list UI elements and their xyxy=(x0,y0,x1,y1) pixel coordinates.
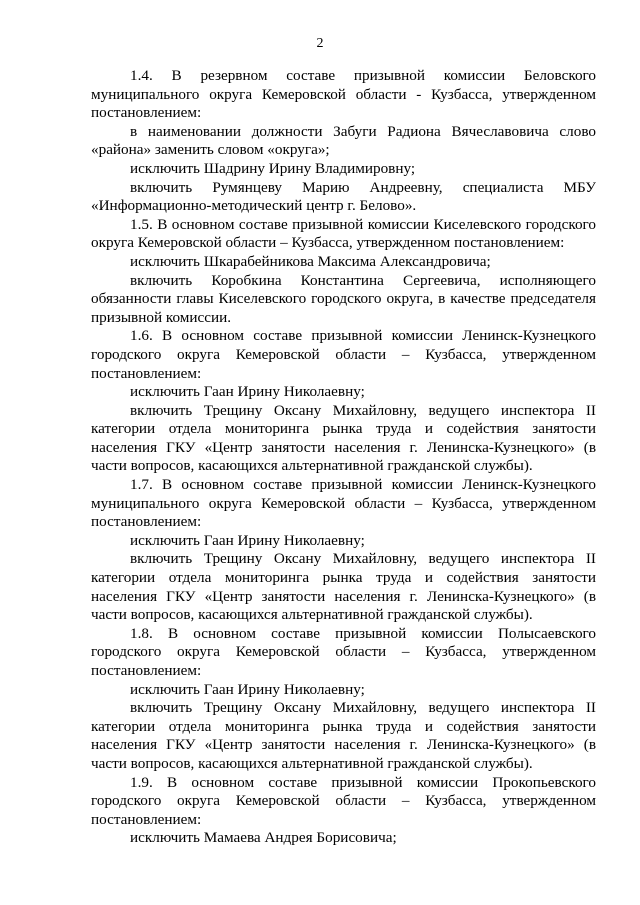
paragraph-1-9-heading: 1.9. В основном составе призывной комиссии Прокопьевского городского округа Кемеровской области – Кузбасса, утвержденном постановлением: xyxy=(91,773,596,828)
paragraph-1-9-exclude: исключить Мамаева Андрея Борисовича; xyxy=(130,829,397,847)
paragraph-1-5-heading: 1.5. В основном составе призывной комиссии Киселевского городского округа Кемеровской области – Кузбасса, утвержденном постановлением: xyxy=(91,215,596,252)
document-body xyxy=(91,67,596,848)
paragraph-1-5-exclude: исключить Шкарабейникова Максима Александровича; xyxy=(130,252,491,270)
paragraph-1-7-exclude: исключить Гаан Ирину Николаевну; xyxy=(130,531,365,549)
paragraph-1-5-include: включить Коробкина Константина Сергеевича, исполняющего обязанности главы Киселевского городского округа, в качестве председателя призывной комиссии. xyxy=(91,271,596,326)
paragraph-1-6-heading: 1.6. В основном составе призывной комиссии Ленинск-Кузнецкого городского округа Кемеровской области – Кузбасса, утвержденном постановлением: xyxy=(91,327,596,382)
paragraph-1-6-include: включить Трещину Оксану Михайловну, ведущего инспектора II категории отдела мониторинга рынка труда и содействия занятости населения ГКУ «Центр занятости населения г. Ленинска-Кузнецкого» (в части вопросов, касающихся альтернативной гражданской службы). xyxy=(91,401,596,475)
paragraph-1-7-heading: 1.7. В основном составе призывной комиссии Ленинск-Кузнецкого муниципального округа Кемеровской области – Кузбасса, утвержденном постановлением: xyxy=(91,476,596,531)
paragraph-1-6-exclude: исключить Гаан Ирину Николаевну; xyxy=(130,383,365,401)
paragraph-1-8-heading: 1.8. В основном составе призывной комиссии Полысаевского городского округа Кемеровской области – Кузбасса, утвержденном постановлением: xyxy=(91,624,596,679)
paragraph-1-4-include: включить Румянцеву Марию Андреевну, специалиста МБУ «Информационно-методический центр г. Белово». xyxy=(91,178,596,215)
paragraph-1-7-include: включить Трещину Оксану Михайловну, ведущего инспектора II категории отдела мониторинга рынка труда и содействия занятости населения ГКУ «Центр занятости населения г. Ленинска-Кузнецкого» (в части вопросов, касающихся альтернативной гражданской службы). xyxy=(91,550,596,624)
paragraph-1-8-exclude: исключить Гаан Ирину Николаевну; xyxy=(130,680,365,698)
paragraph-1-4-exclude: исключить Шадрину Ирину Владимировну; xyxy=(130,159,416,177)
paragraph-1-8-include: включить Трещину Оксану Михайловну, ведущего инспектора II категории отдела мониторинга рынка труда и содействия занятости населения ГКУ «Центр занятости населения г. Ленинска-Кузнецкого» (в части вопросов, касающихся альтернативной гражданской службы). xyxy=(91,699,596,772)
paragraph-1-4-heading: 1.4. В резервном составе призывной комиссии Беловского муниципального округа Кемеровской области - Кузбасса, утвержденном постановлением: xyxy=(91,67,596,122)
page-number: 2 xyxy=(316,36,324,51)
paragraph-1-4-rename: в наименовании должности Забуги Радиона Вячеславовича слово «района» заменить словом «округа»; xyxy=(91,122,596,159)
